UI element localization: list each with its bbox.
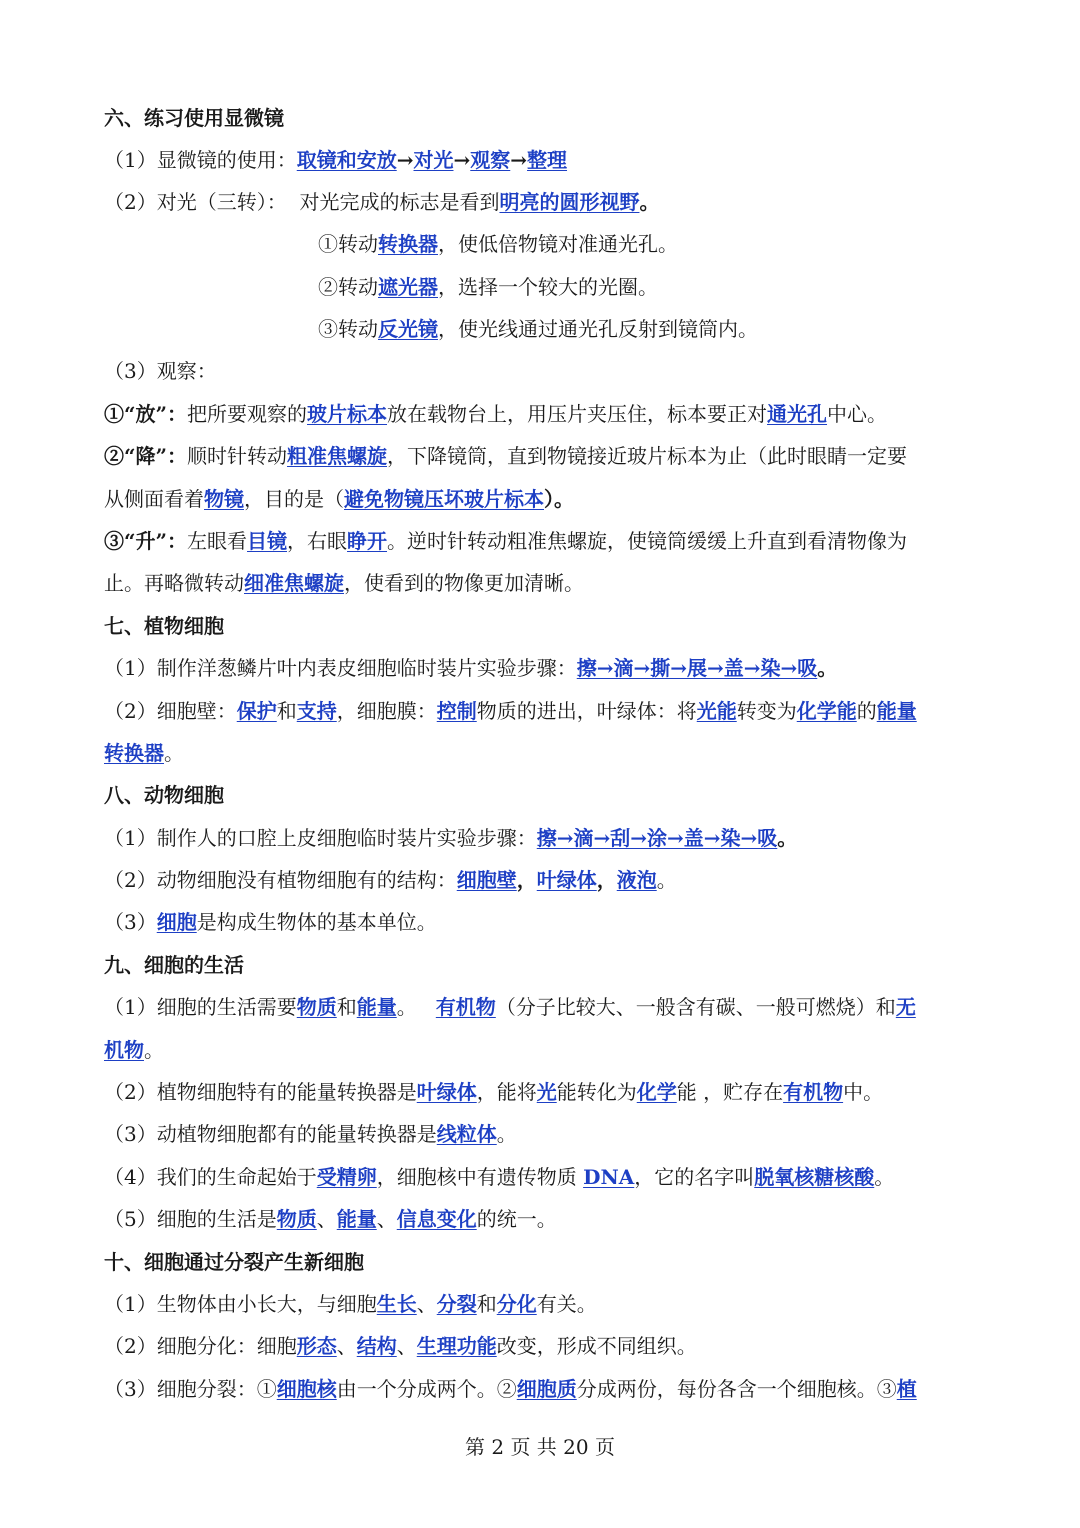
text: ，细胞核中有遗传物质 (376, 1165, 584, 1189)
s6-line-8 (104, 441, 907, 471)
keyword: 转换器 (378, 232, 438, 256)
s6-line-6 (104, 356, 217, 386)
keyword: 控制 (436, 699, 477, 723)
text: 中心。 (827, 402, 888, 426)
text: 有关。 (536, 1292, 597, 1316)
s10-line-2 (104, 1331, 697, 1361)
text: ，使看到的物像更加清晰。 (344, 571, 584, 595)
text: 能转化为 (556, 1080, 637, 1104)
s6-line-10 (104, 526, 907, 556)
text: （4）我们的生命起始于 (104, 1165, 317, 1189)
text: ，选择一个较大的光圈。 (438, 275, 658, 299)
keyword: 结构 (356, 1334, 397, 1358)
keyword: 光能 (696, 699, 737, 723)
keyword: 细胞核 (276, 1377, 337, 1401)
text: 和 (336, 995, 357, 1019)
keyword: 植 (896, 1377, 917, 1401)
text: 。 (777, 826, 798, 850)
keyword: 细胞质 (516, 1377, 577, 1401)
text: 。 (817, 656, 838, 680)
s6-line-3 (318, 229, 678, 259)
page-number-footer: 第 2 页 共 20 页 (465, 1435, 615, 1459)
keyword: 转换器 (104, 741, 164, 765)
text: → (396, 148, 414, 172)
keyword: 生长 (376, 1292, 417, 1316)
section-10-heading: 十、细胞通过分裂产生新细胞 (104, 1250, 364, 1274)
keyword: 叶绿体 (416, 1080, 477, 1104)
keyword: 擦→滴→撕→展→盖→染→吸 (576, 656, 818, 680)
text: （2）细胞壁： (104, 699, 237, 723)
text: 。 (396, 995, 436, 1019)
text: （3） (104, 910, 157, 934)
s7-line-1 (104, 653, 837, 683)
s6-line-5 (318, 314, 758, 344)
text: ②“降”： (104, 444, 188, 468)
text: 改变，形成不同组织。 (496, 1334, 697, 1358)
text: （1）生物体由小长大，与细胞 (104, 1292, 377, 1316)
keyword: 信息变化 (396, 1207, 477, 1231)
keyword: 擦→滴→刮→涂→盖→染→吸 (536, 826, 778, 850)
text: 顺时针转动 (187, 444, 288, 468)
text: ， (596, 868, 617, 892)
text: ①转动 (318, 232, 378, 256)
text: 止。再略微转动 (104, 571, 244, 595)
s9-line-6 (104, 1204, 557, 1234)
text: （5）细胞的生活是 (104, 1207, 277, 1231)
s8-line-1 (104, 823, 797, 853)
keyword: 化学 (636, 1080, 677, 1104)
text: 。 (496, 1122, 517, 1146)
keyword: 有机物 (783, 1080, 844, 1104)
keyword: 化学能 (796, 699, 857, 723)
keyword: 支持 (296, 699, 337, 723)
keyword: 粗准焦螺旋 (287, 444, 388, 468)
s10-line-3 (104, 1374, 917, 1404)
keyword: 观察 (470, 148, 511, 172)
section-6-heading: 六、练习使用显微镜 (104, 106, 284, 130)
text: ，右眼 (287, 529, 348, 553)
text: 。逆时针转动粗准焦螺旋，使镜筒缓缓上升直到看清物像为 (387, 529, 908, 553)
s6-line-2 (104, 187, 659, 217)
keyword: 物质 (296, 995, 337, 1019)
keyword: 有机物 (435, 995, 496, 1019)
text: （3）动植物细胞都有的能量转换器是 (104, 1122, 437, 1146)
keyword: 取镜和安放 (296, 148, 397, 172)
text: ①“放”： (104, 402, 188, 426)
text: 。 (874, 1165, 895, 1189)
keyword: 液泡 (616, 868, 657, 892)
keyword: 遮光器 (378, 275, 438, 299)
keyword: 能量 (356, 995, 397, 1019)
keyword: 受精卵 (316, 1165, 377, 1189)
s8-line-2 (104, 865, 677, 895)
text: 、 (316, 1207, 337, 1231)
keyword: 形态 (296, 1334, 337, 1358)
keyword: 叶绿体 (536, 868, 597, 892)
text: 物质的进出，叶绿体：将 (476, 699, 697, 723)
keyword: 线粒体 (436, 1122, 497, 1146)
s6-line-9 (104, 484, 574, 514)
text: （2）植物细胞特有的能量转换器是 (104, 1080, 417, 1104)
section-9-heading: 九、细胞的生活 (104, 953, 244, 977)
keyword: 物质 (276, 1207, 317, 1231)
text: （1）显微镜的使用： (104, 148, 297, 172)
text: （2）动物细胞没有植物细胞有的结构： (104, 868, 457, 892)
text: 中。 (843, 1080, 884, 1104)
text: 、 (336, 1334, 357, 1358)
keyword: 睁开 (347, 529, 388, 553)
s9-line-2 (104, 1035, 164, 1065)
text: 把所要观察的 (187, 402, 308, 426)
text: ，它的名字叫 (634, 1165, 755, 1189)
text: （3）观察： (104, 359, 217, 383)
text: （分子比较大、一般含有碳、一般可燃烧）和 (495, 995, 896, 1019)
text: （1）细胞的生活需要 (104, 995, 297, 1019)
s6-line-7 (104, 399, 887, 429)
s6-line-11 (104, 568, 584, 598)
text: （2）对光（三转）： 对光完成的标志是看到 (104, 190, 500, 214)
text: ，下降镜筒，直到物镜接近玻片标本为止（此时眼睛一定要 (387, 444, 908, 468)
text: ，细胞膜： (336, 699, 437, 723)
text: 能 ，贮存在 (676, 1080, 784, 1104)
text: 左眼看 (187, 529, 248, 553)
s6-line-4 (318, 272, 658, 302)
keyword: 保护 (236, 699, 277, 723)
keyword: 整理 (527, 148, 568, 172)
keyword: 目镜 (247, 529, 288, 553)
text: （2）细胞分化：细胞 (104, 1334, 297, 1358)
keyword: 分化 (496, 1292, 537, 1316)
s9-line-4 (104, 1119, 517, 1149)
text: 的 (856, 699, 877, 723)
text: ）。 (544, 487, 574, 511)
keyword: 反光镜 (378, 317, 438, 341)
keyword: 光 (536, 1080, 557, 1104)
keyword: 玻片标本 (307, 402, 388, 426)
keyword: DNA (583, 1165, 635, 1189)
text: 、 (376, 1207, 397, 1231)
s10-line-1 (104, 1289, 597, 1319)
text: 是构成生物体的基本单位。 (196, 910, 437, 934)
text: → (453, 148, 471, 172)
section-8-heading: 八、动物细胞 (104, 783, 224, 807)
keyword: 避免物镜压坏玻片标本 (344, 487, 544, 511)
text: 。 (656, 868, 677, 892)
text: 放在载物台上，用压片夹压住，标本要正对 (387, 402, 768, 426)
s7-line-2 (104, 696, 917, 726)
keyword: 脱氧核糖核酸 (754, 1165, 875, 1189)
keyword: 细胞壁 (456, 868, 517, 892)
text: （3）细胞分裂：① (104, 1377, 277, 1401)
text: （1）制作人的口腔上皮细胞临时装片实验步骤： (104, 826, 537, 850)
s8-line-3 (104, 907, 437, 937)
keyword: 机物 (104, 1038, 144, 1062)
text: 分成两份，每份各含一个细胞核。③ (576, 1377, 897, 1401)
text: 的统一。 (476, 1207, 557, 1231)
keyword: 通光孔 (767, 402, 828, 426)
text: ②转动 (318, 275, 378, 299)
text: ，使低倍物镜对准通光孔。 (438, 232, 678, 256)
text: 和 (476, 1292, 497, 1316)
text: 。 (144, 1038, 164, 1062)
text: （1）制作洋葱鳞片叶内表皮细胞临时装片实验步骤： (104, 656, 577, 680)
keyword: 生理功能 (416, 1334, 497, 1358)
keyword: 明亮的圆形视野 (499, 190, 640, 214)
text: → (510, 148, 528, 172)
text: 转变为 (736, 699, 797, 723)
s9-line-3 (104, 1077, 883, 1107)
text: 。 (164, 741, 184, 765)
text: 。 (639, 190, 660, 214)
text: 、 (416, 1292, 437, 1316)
keyword: 物镜 (204, 487, 244, 511)
text: 和 (276, 699, 297, 723)
keyword: 对光 (413, 148, 454, 172)
text: 由一个分成两个。② (336, 1377, 517, 1401)
keyword: 能量 (876, 699, 917, 723)
text: ， (516, 868, 537, 892)
keyword: 分裂 (436, 1292, 477, 1316)
s6-line-1 (104, 145, 567, 175)
text: ③转动 (318, 317, 378, 341)
s9-line-5 (104, 1162, 894, 1192)
keyword: 无 (895, 995, 916, 1019)
keyword: 能量 (336, 1207, 377, 1231)
text: 、 (396, 1334, 417, 1358)
text: ，目的是（ (244, 487, 344, 511)
text: ③“升”： (104, 529, 188, 553)
keyword: 细准焦螺旋 (244, 571, 344, 595)
keyword: 细胞 (156, 910, 197, 934)
section-7-heading: 七、植物细胞 (104, 614, 224, 638)
text: ，能将 (476, 1080, 537, 1104)
s9-line-1 (104, 992, 916, 1022)
text: ，使光线通过通光孔反射到镜筒内。 (438, 317, 758, 341)
s7-line-3 (104, 738, 184, 768)
text: 从侧面看着 (104, 487, 204, 511)
